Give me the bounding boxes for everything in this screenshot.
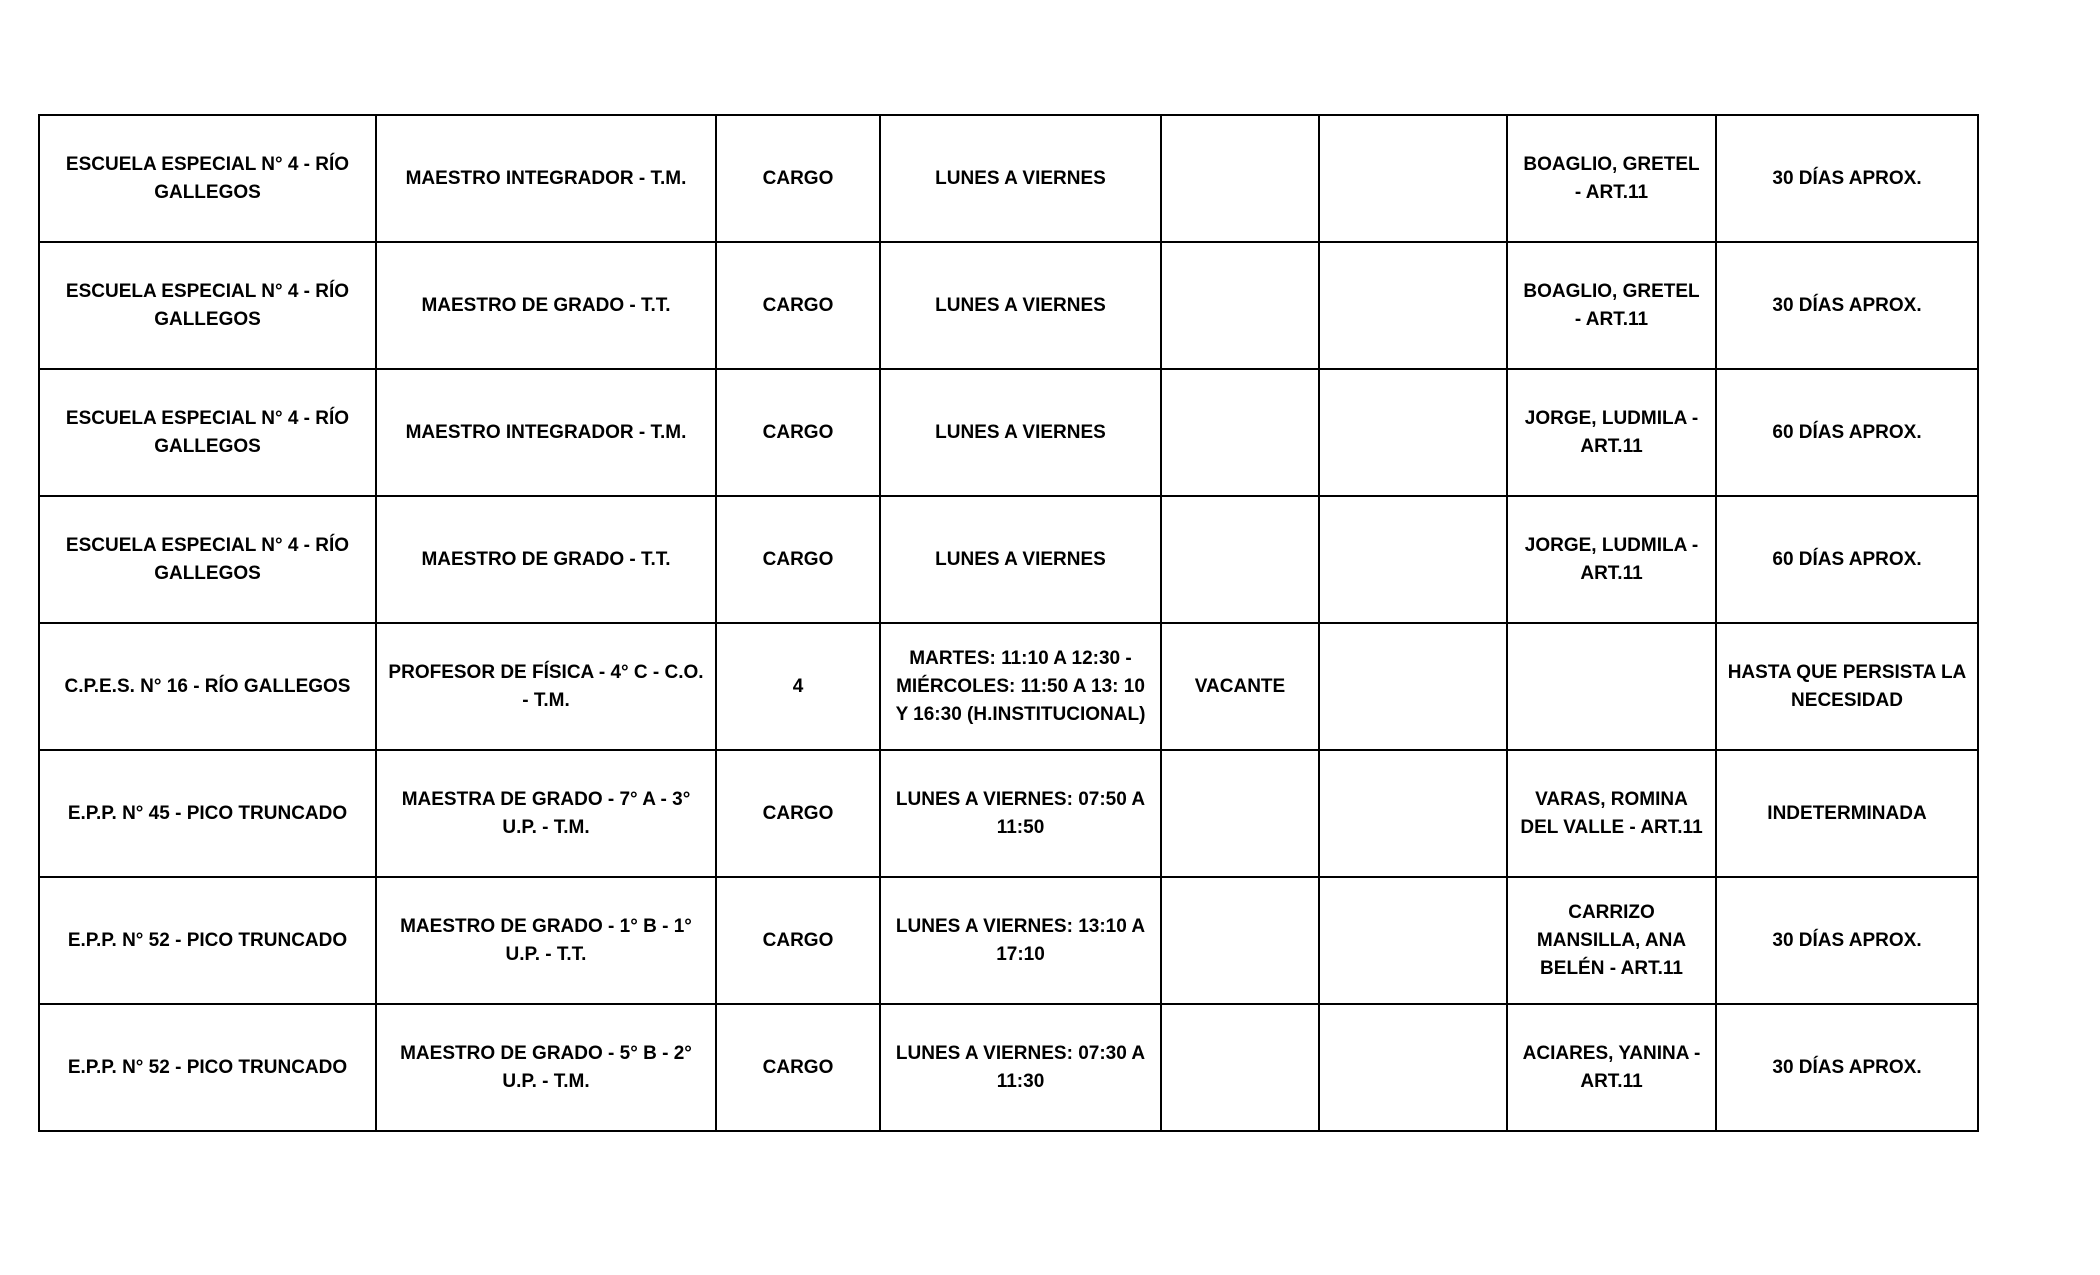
cell-school: E.P.P. N° 52 - PICO TRUNCADO (39, 1004, 376, 1131)
cell-empty (1319, 1004, 1507, 1131)
table-row (39, 750, 1978, 877)
cell-holder: VARAS, ROMINA DEL VALLE - ART.11 (1507, 750, 1716, 877)
cell-empty (1319, 369, 1507, 496)
cell-position: MAESTRO DE GRADO - 5° B - 2° U.P. - T.M. (376, 1004, 716, 1131)
cell-type: CARGO (716, 496, 880, 623)
cell-position: MAESTRO DE GRADO - T.T. (376, 496, 716, 623)
cell-holder: JORGE, LUDMILA - ART.11 (1507, 496, 1716, 623)
cell-duration: 30 DÍAS APROX. (1716, 877, 1978, 1004)
cell-holder: BOAGLIO, GRETEL - ART.11 (1507, 242, 1716, 369)
table-row (39, 115, 1978, 242)
cell-empty (1319, 496, 1507, 623)
cell-position: MAESTRO INTEGRADOR - T.M. (376, 369, 716, 496)
cell-empty (1319, 750, 1507, 877)
cell-position: MAESTRO DE GRADO - 1° B - 1° U.P. - T.T. (376, 877, 716, 1004)
cell-holder: JORGE, LUDMILA - ART.11 (1507, 369, 1716, 496)
cell-position: PROFESOR DE FÍSICA - 4° C - C.O. - T.M. (376, 623, 716, 750)
cell-schedule: LUNES A VIERNES (880, 369, 1161, 496)
cell-empty (1319, 115, 1507, 242)
cell-status (1161, 750, 1319, 877)
cell-type: CARGO (716, 242, 880, 369)
cell-type: CARGO (716, 369, 880, 496)
cell-type: 4 (716, 623, 880, 750)
cell-type: CARGO (716, 750, 880, 877)
cell-school: ESCUELA ESPECIAL N° 4 - RÍO GALLEGOS (39, 496, 376, 623)
cell-schedule: MARTES: 11:10 A 12:30 - MIÉRCOLES: 11:50 A 13: 10 Y 16:30 (H.INSTITUCIONAL) (880, 623, 1161, 750)
cell-school: C.P.E.S. N° 16 - RÍO GALLEGOS (39, 623, 376, 750)
cell-status (1161, 115, 1319, 242)
cell-schedule: LUNES A VIERNES: 13:10 A 17:10 (880, 877, 1161, 1004)
cell-holder: BOAGLIO, GRETEL - ART.11 (1507, 115, 1716, 242)
vacancies-table (38, 114, 1979, 1132)
cell-schedule: LUNES A VIERNES (880, 242, 1161, 369)
table-row (39, 877, 1978, 1004)
cell-empty (1319, 242, 1507, 369)
cell-type: CARGO (716, 1004, 880, 1131)
cell-status (1161, 877, 1319, 1004)
cell-empty (1319, 623, 1507, 750)
table-row (39, 1004, 1978, 1131)
cell-duration: 30 DÍAS APROX. (1716, 1004, 1978, 1131)
table-row (39, 623, 1978, 750)
cell-duration: INDETERMINADA (1716, 750, 1978, 877)
cell-status (1161, 242, 1319, 369)
cell-schedule: LUNES A VIERNES (880, 115, 1161, 242)
cell-schedule: LUNES A VIERNES: 07:30 A 11:30 (880, 1004, 1161, 1131)
cell-duration: 30 DÍAS APROX. (1716, 115, 1978, 242)
cell-type: CARGO (716, 115, 880, 242)
cell-status: VACANTE (1161, 623, 1319, 750)
cell-position: MAESTRA DE GRADO - 7° A - 3° U.P. - T.M. (376, 750, 716, 877)
cell-school: E.P.P. N° 45 - PICO TRUNCADO (39, 750, 376, 877)
cell-schedule: LUNES A VIERNES: 07:50 A 11:50 (880, 750, 1161, 877)
cell-holder (1507, 623, 1716, 750)
cell-holder: CARRIZO MANSILLA, ANA BELÉN - ART.11 (1507, 877, 1716, 1004)
cell-type: CARGO (716, 877, 880, 1004)
cell-position: MAESTRO DE GRADO - T.T. (376, 242, 716, 369)
cell-status (1161, 496, 1319, 623)
cell-holder: ACIARES, YANINA - ART.11 (1507, 1004, 1716, 1131)
cell-status (1161, 1004, 1319, 1131)
cell-schedule: LUNES A VIERNES (880, 496, 1161, 623)
cell-empty (1319, 877, 1507, 1004)
cell-duration: HASTA QUE PERSISTA LA NECESIDAD (1716, 623, 1978, 750)
cell-school: ESCUELA ESPECIAL N° 4 - RÍO GALLEGOS (39, 242, 376, 369)
cell-school: E.P.P. N° 52 - PICO TRUNCADO (39, 877, 376, 1004)
table-row (39, 369, 1978, 496)
cell-position: MAESTRO INTEGRADOR - T.M. (376, 115, 716, 242)
cell-duration: 30 DÍAS APROX. (1716, 242, 1978, 369)
cell-duration: 60 DÍAS APROX. (1716, 496, 1978, 623)
table-row (39, 496, 1978, 623)
cell-school: ESCUELA ESPECIAL N° 4 - RÍO GALLEGOS (39, 115, 376, 242)
table-row (39, 242, 1978, 369)
cell-school: ESCUELA ESPECIAL N° 4 - RÍO GALLEGOS (39, 369, 376, 496)
cell-status (1161, 369, 1319, 496)
cell-duration: 60 DÍAS APROX. (1716, 369, 1978, 496)
table-body (39, 115, 1978, 1131)
